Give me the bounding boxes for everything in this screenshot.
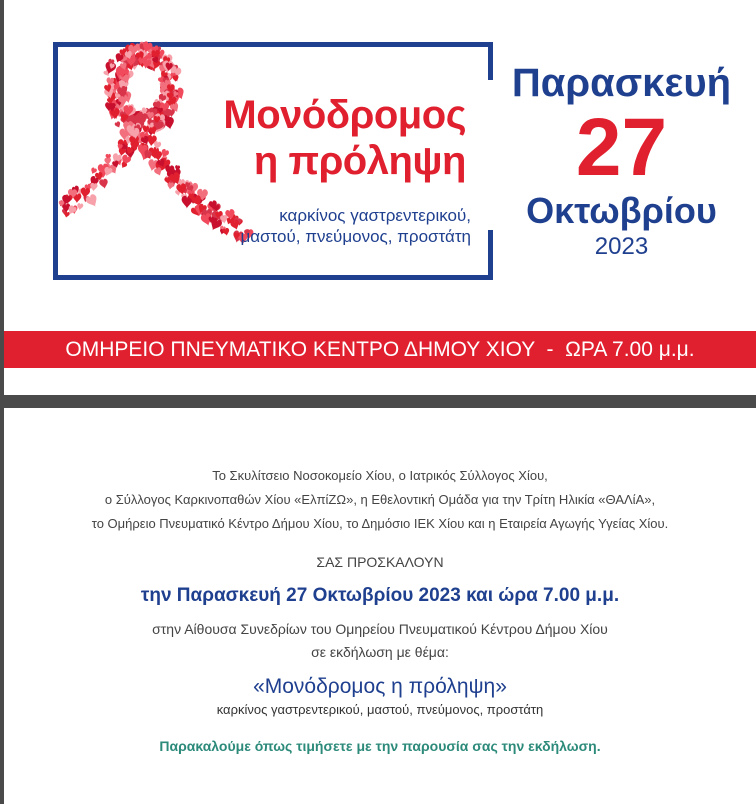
subtitle-line-2: μαστού, πνεύμονος, προστάτη [240, 227, 471, 246]
closing-note: Παρακαλούμε όπως τιμήσετε με την παρουσία σας την εκδήλωση. [159, 738, 601, 754]
heart-shape [99, 178, 109, 189]
event-theme: «Μονόδρομος η πρόληψη» [253, 675, 507, 698]
subtitle-line-1: καρκίνος γαστρεντερικού, [279, 206, 471, 225]
hosts-line-1: Το Σκυλίτσειο Νοσοκομείο Χίου, ο Ιατρικός Σύλλογος Χίου, [212, 468, 548, 483]
poster-card [4, 0, 756, 395]
hosts-line-3: το Ομήρειο Πνευματικό Κέντρο Δήμου Χίου, το Δημόσιο ΙΕΚ Χίου και η Εταιρεία Αγωγής Υγείας Χίου. [91, 516, 669, 531]
invite-heading: ΣΑΣ ΠΡΟΣΚΑΛΟΥΝ [316, 554, 444, 570]
title-line-1: Μονόδρομος [223, 93, 466, 137]
frame-gap [484, 80, 502, 230]
venue-banner: ΟΜΗΡΕΙΟ ΠΝΕΥΜΑΤΙΚΟ ΚΕΝΤΡΟ ΔΗΜΟΥ ΧΙΟΥ - ΩΡΑ 7.00 μ.μ. [4, 331, 756, 368]
date-block [504, 60, 739, 262]
date-day: Παρασκευή [511, 61, 732, 105]
date-year: 2023 [594, 233, 649, 260]
event-subtitle [240, 205, 471, 247]
venue-line-2: σε εκδήλωση με θέμα: [311, 644, 449, 660]
date-month: Οκτωβρίου [526, 190, 717, 231]
heart-shape [114, 121, 122, 129]
venue-line-1: στην Αίθουσα Συνεδρίων του Ομηρείου Πνευματικού Κέντρου Δήμου Χίου [152, 621, 608, 637]
event-title [223, 92, 466, 184]
invitation-card [4, 408, 756, 804]
title-line-2: η πρόληψη [253, 139, 466, 183]
heart-shape [90, 183, 98, 192]
hosts-line-2: ο Σύλλογος Καρκινοπαθών Χίου «ΕλπίΖΩ», η Εθελοντική Ομάδα για την Τρίτη Ηλικία «ΘΑΛίΑ», [104, 492, 656, 507]
heart-shape [77, 203, 84, 211]
event-datetime: την Παρασκευή 27 Οκτωβρίου 2023 και ώρα 7.00 μ.μ. [140, 585, 620, 606]
event-theme-subtitle: καρκίνος γαστρεντερικού, μαστού, πνεύμονος, προστάτη [216, 702, 544, 717]
date-number: 27 [575, 102, 668, 193]
